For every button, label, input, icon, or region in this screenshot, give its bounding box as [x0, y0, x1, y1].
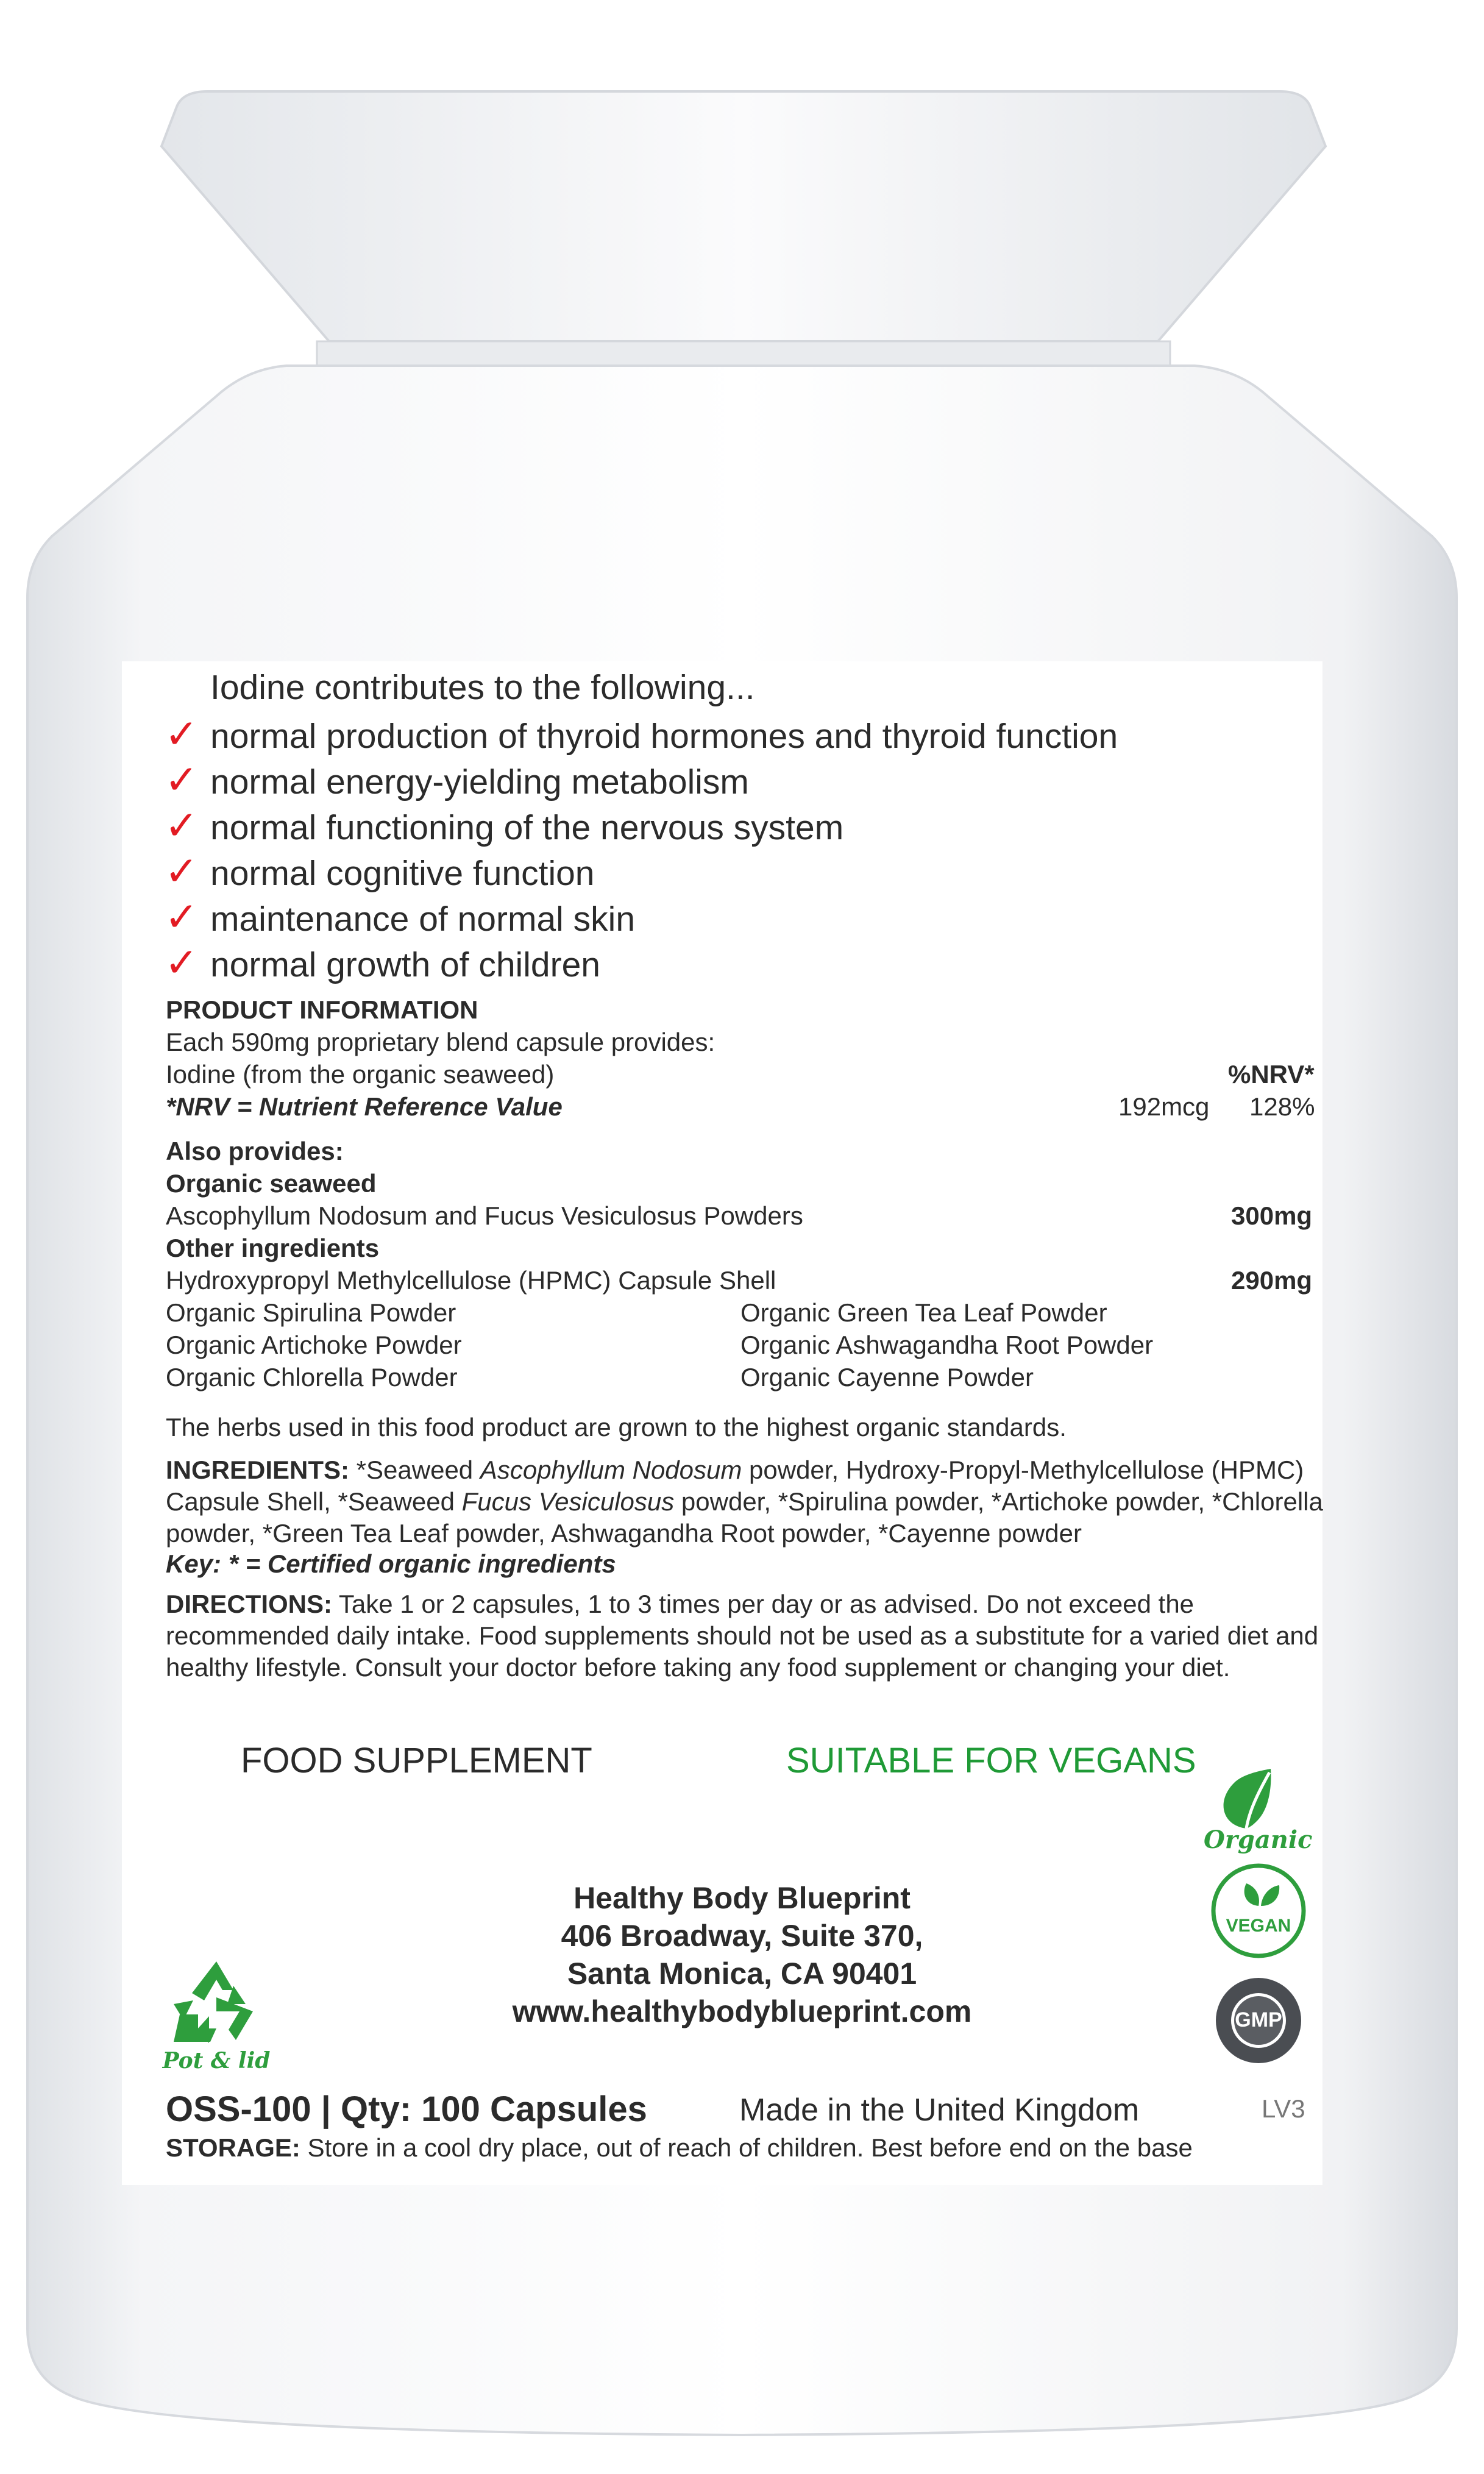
claim-text: normal cognitive function — [210, 854, 595, 893]
storage-text: Store in a cool dry place, out of reach of children. Best before end on the base — [300, 2133, 1193, 2162]
claim-item — [165, 848, 595, 895]
label-version: LV3 — [1262, 2094, 1305, 2123]
claims-intro: Iodine contributes to the following... — [210, 668, 755, 707]
recycle-caption: Pot & lid — [162, 2048, 271, 2074]
made-in: Made in the United Kingdom — [739, 2092, 1140, 2128]
checkmark-icon: ✓ — [165, 940, 199, 985]
other-ingredient-left: Organic Spirulina Powder — [166, 1298, 456, 1327]
checkmark-icon: ✓ — [165, 757, 199, 802]
organic-badge — [1204, 1768, 1313, 1859]
ingredients-italic: Fucus Vesiculosus — [461, 1487, 675, 1516]
nrv-note: *NRV = Nutrient Reference Value — [166, 1092, 563, 1121]
storage-label: STORAGE: — [166, 2133, 300, 2162]
claim-text: normal energy-yielding metabolism — [210, 762, 749, 802]
other-ingredient-right: Organic Green Tea Leaf Powder — [740, 1298, 1107, 1327]
nrv-header: %NRV* — [1228, 1060, 1315, 1089]
recycle-icon — [162, 1957, 271, 2048]
bottle-lid — [162, 91, 1326, 366]
claim-text: normal production of thyroid hormones and thyroid function — [210, 717, 1118, 756]
claim-item — [165, 711, 1118, 758]
product-info-heading: PRODUCT INFORMATION — [166, 995, 478, 1024]
claim-text: normal growth of children — [210, 945, 600, 984]
directions-text: Take 1 or 2 capsules, 1 to 3 times per day or as advised. Do not exceed the recommended daily intake. Food supplements should not be used as a substitute for a varied diet and healthy lifestyle. Consult your doctor before taking any food supplement or changing your diet. — [166, 1590, 1319, 1682]
other-ingredients-heading: Other ingredients — [166, 1234, 380, 1262]
ingredients-paragraph — [166, 1454, 1324, 1549]
iodine-nrv: 128% — [1249, 1092, 1315, 1121]
claim-item — [165, 894, 635, 940]
organic-key: Key: * = Certified organic ingredients — [166, 1549, 616, 1578]
claim-text: normal functioning of the nervous system — [210, 808, 844, 847]
company-name: Healthy Body Blueprint — [573, 1881, 911, 1915]
company-address-line1: 406 Broadway, Suite 370, — [561, 1919, 923, 1953]
herbs-note: The herbs used in this food product are grown to the highest organic standards. — [166, 1413, 1067, 1441]
claim-item — [165, 756, 749, 803]
claim-item — [165, 802, 843, 849]
hpmc-amount: 290mg — [1231, 1266, 1313, 1295]
other-ingredient-right: Organic Cayenne Powder — [740, 1363, 1034, 1392]
iodine-line: Iodine (from the organic seaweed) — [166, 1060, 555, 1089]
claim-item — [165, 939, 600, 986]
other-ingredient-left: Organic Chlorella Powder — [166, 1363, 458, 1392]
food-supplement-label: FOOD SUPPLEMENT — [241, 1741, 592, 1780]
checkmark-icon: ✓ — [165, 803, 199, 848]
ingredients-text: *Seaweed — [349, 1456, 480, 1484]
also-provides: Also provides: — [166, 1137, 344, 1165]
claim-text: maintenance of normal skin — [210, 900, 636, 939]
checkmark-icon: ✓ — [165, 711, 199, 756]
recycle-badge — [162, 1957, 271, 2078]
iodine-amount: 192mcg — [1118, 1092, 1210, 1121]
leaf-icon — [1204, 1768, 1289, 1835]
checkmark-icon: ✓ — [165, 848, 199, 894]
ingredients-text: powder, Hydroxy-Propyl-Methylcellulose (HPMC) Capsule Shell, *Seaweed — [166, 1456, 1304, 1516]
ingredients-label: INGREDIENTS: — [166, 1456, 350, 1484]
ingredients-text: powder, *Spirulina powder, *Artichoke powder, *Chlorella powder, *Green Tea Leaf powder, Ashwagandha Root powder, *Cayenne powder — [166, 1487, 1323, 1548]
seaweed-amount: 300mg — [1231, 1201, 1313, 1230]
directions-label: DIRECTIONS: — [166, 1590, 332, 1618]
company-address-line2: Santa Monica, CA 90401 — [567, 1957, 917, 1991]
seaweed-line: Ascophyllum Nodosum and Fucus Vesiculosus Powders — [166, 1201, 803, 1230]
other-ingredient-right: Organic Ashwagandha Root Powder — [740, 1331, 1154, 1359]
organic-seaweed-heading: Organic seaweed — [166, 1169, 377, 1198]
gmp-badge-text: GMP — [1235, 2008, 1282, 2031]
organic-badge-text: Organic — [1204, 1825, 1313, 1854]
capsule-line: Each 590mg proprietary blend capsule provides: — [166, 1028, 715, 1056]
product-code-qty: OSS-100 | Qty: 100 Capsules — [166, 2089, 647, 2129]
vegan-badge-text: VEGAN — [1226, 1916, 1291, 1936]
ingredients-italic: Ascophyllum Nodosum — [480, 1456, 742, 1484]
suitable-vegans-label: SUITABLE FOR VEGANS — [786, 1741, 1196, 1780]
directions-paragraph — [166, 1588, 1324, 1683]
company-website: www.healthybodyblueprint.com — [512, 1994, 972, 2028]
other-ingredient-left: Organic Artichoke Powder — [166, 1331, 462, 1359]
hpmc-line: Hydroxypropyl Methylcellulose (HPMC) Capsule Shell — [166, 1266, 776, 1295]
checkmark-icon: ✓ — [165, 894, 199, 939]
storage-line — [166, 2133, 1193, 2163]
